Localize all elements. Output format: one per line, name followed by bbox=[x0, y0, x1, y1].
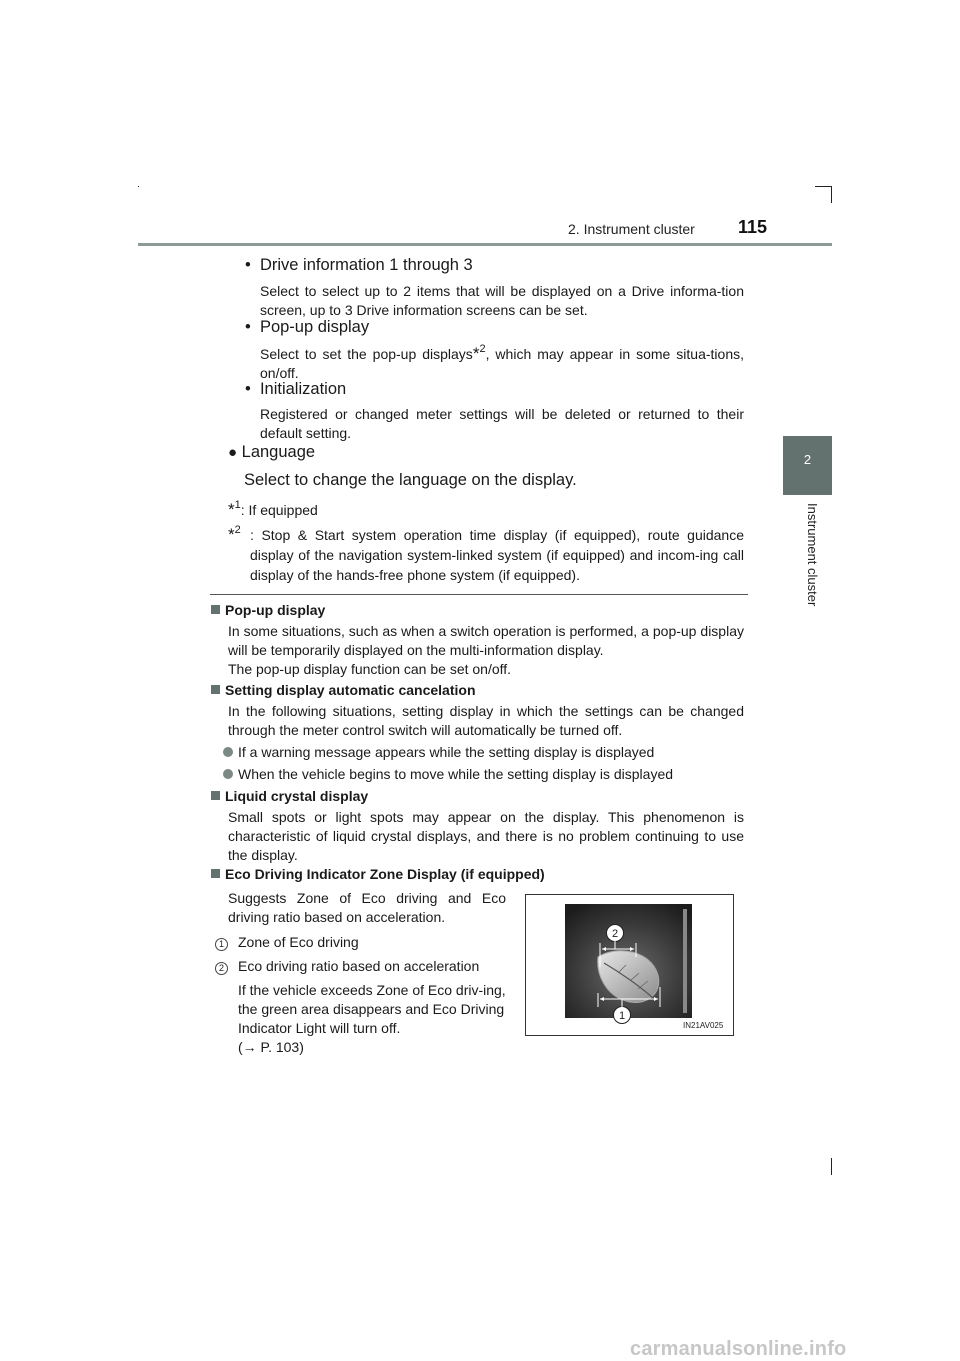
square-bullet-icon bbox=[211, 685, 220, 694]
page-number: 115 bbox=[738, 217, 768, 237]
popup-body-2: The pop-up display function can be set on/off. bbox=[228, 661, 512, 677]
bullet-dot: • bbox=[245, 256, 251, 274]
crop-mark-top-right-v bbox=[831, 186, 832, 203]
chapter-tab-number: 2 bbox=[803, 452, 812, 467]
crop-mark-top-left bbox=[138, 186, 139, 187]
eco-indicator-illustration bbox=[526, 895, 733, 1035]
item-popup-title: • Pop-up display bbox=[245, 318, 370, 336]
cancel-body: In the following situations, setting display in which the settings can be changed through the meter control switch will automatically be turned off. bbox=[228, 703, 744, 738]
item-popup-desc: Select to set the pop-up displays*$^2$, which may appear in some situa-tions, on/off. bbox=[260, 343, 745, 381]
footnote-2-marker: *$^2$ bbox=[228, 524, 241, 544]
figure-code: IN21AV025 bbox=[683, 1021, 724, 1030]
item-drive-info-title: • Drive information 1 through 3 bbox=[245, 256, 473, 274]
eco-bar bbox=[683, 909, 687, 1013]
eco-list-item-2-text: Eco driving ratio based on acceleration bbox=[238, 958, 480, 974]
eco-indicator-figure bbox=[525, 894, 734, 1036]
crop-mark-bottom-right-v bbox=[831, 1158, 832, 1175]
eco-list-item-2 bbox=[215, 957, 228, 976]
section-heading-popup: Pop-up display bbox=[211, 602, 325, 618]
chapter-tab-label: Instrument cluster bbox=[805, 503, 820, 607]
square-bullet-icon bbox=[211, 869, 220, 878]
section-heading-lcd: Liquid crystal display bbox=[211, 788, 368, 804]
section-heading-cancel: Setting display automatic cancelation bbox=[211, 682, 476, 698]
square-bullet-icon bbox=[211, 605, 220, 614]
section-heading-eco: Eco Driving Indicator Zone Display (if equipped) bbox=[211, 866, 545, 882]
round-bullet-icon bbox=[223, 769, 233, 779]
language-desc: Select to change the language on the display. bbox=[244, 471, 577, 489]
square-bullet-icon bbox=[211, 791, 220, 800]
footnote-1: *$^1$: If equipped bbox=[228, 499, 318, 519]
eco-list-item-1-text: Zone of Eco driving bbox=[238, 934, 359, 950]
bullet-dot: • bbox=[245, 318, 251, 336]
eco-note: If the vehicle exceeds Zone of Eco driv-ing, the green area disappears and Eco Driving Indicator Light will turn off. bbox=[238, 982, 506, 1036]
crop-mark-top-right-h bbox=[815, 186, 832, 187]
header-rule bbox=[138, 243, 832, 246]
round-bullet-icon bbox=[223, 747, 233, 757]
callout-2-label: 2 bbox=[611, 928, 619, 940]
language-title: ● Language bbox=[228, 443, 316, 461]
popup-body: In some situations, such as when a switch operation is performed, a pop-up display will be temporarily displayed on the multi-information display. bbox=[228, 623, 744, 658]
header-section-title: 2. Instrument cluster bbox=[568, 221, 695, 237]
bullet-icon: ● bbox=[228, 444, 238, 461]
watermark: carmanualsonline.info bbox=[630, 1338, 847, 1360]
item-drive-info-desc: Select to select up to 2 items that will be displayed on a Drive informa-tion screen, up to 3 Drive information screens can be set. bbox=[260, 283, 744, 318]
section-divider bbox=[210, 594, 748, 595]
cancel-bullet-1: If a warning message appears while the setting display is displayed bbox=[223, 743, 654, 762]
item-init-desc: Registered or changed meter settings will be deleted or returned to their default setting. bbox=[260, 406, 744, 441]
lcd-body: Small spots or light spots may appear on the display. This phenomenon is characteristic of liquid crystal displays, and there is no problem continuing to use the display. bbox=[228, 809, 744, 863]
bullet-dot: • bbox=[245, 380, 251, 398]
number-1-icon: 1 bbox=[215, 938, 228, 951]
item-init-title: • Initialization bbox=[245, 380, 347, 398]
footnote-2-text: : Stop & Start system operation time display (if equipped), route guidance display of the navigation system-linked system (if equipped) and incom-ing call display of the hands-free phone system (if equipped). bbox=[250, 527, 744, 583]
callout-1-label: 1 bbox=[618, 1010, 626, 1022]
number-2-icon: 2 bbox=[215, 962, 228, 975]
eco-intro: Suggests Zone of Eco driving and Eco driving ratio based on acceleration. bbox=[228, 890, 506, 925]
eco-list-item-1 bbox=[215, 933, 228, 952]
cancel-bullet-2: When the vehicle begins to move while the setting display is displayed bbox=[223, 765, 673, 784]
eco-page-ref: (→ P. 103) bbox=[238, 1039, 304, 1055]
